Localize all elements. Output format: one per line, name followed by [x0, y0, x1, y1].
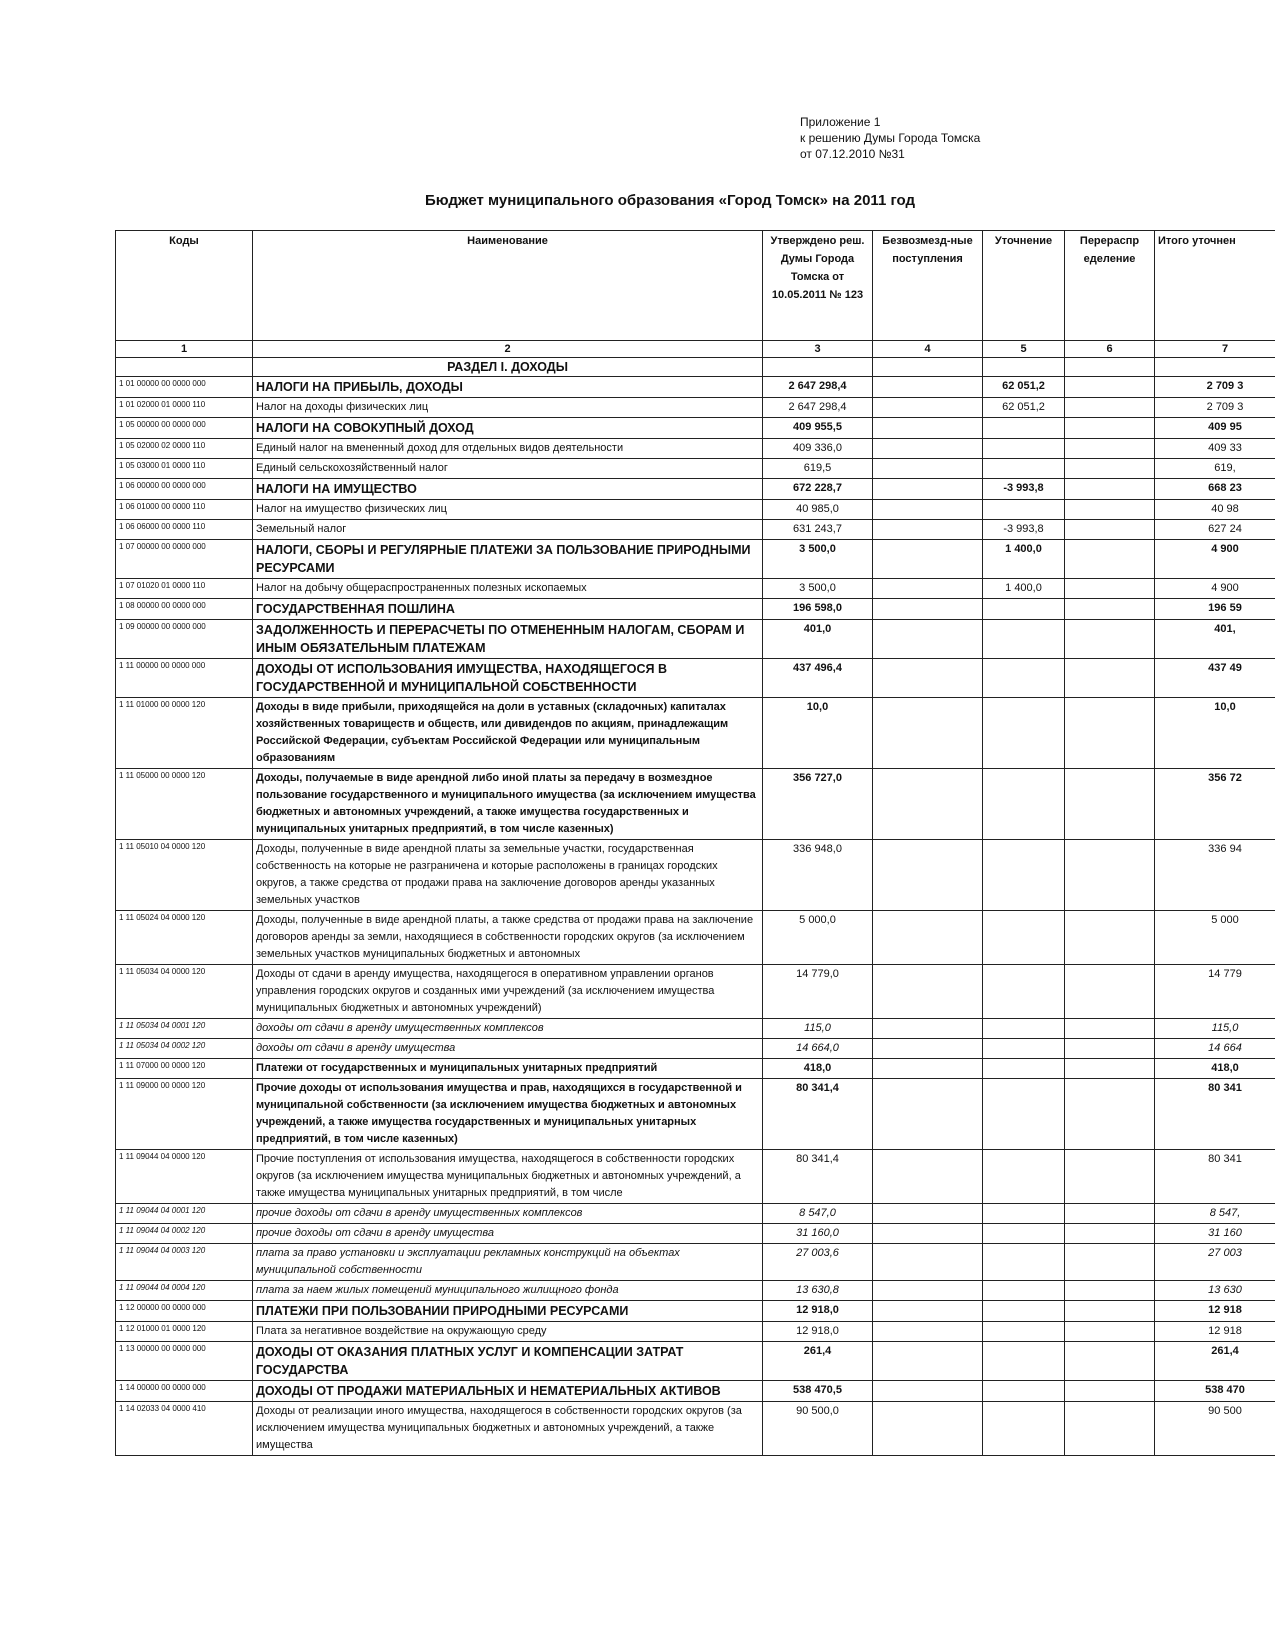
- row-name: НАЛОГИ НА СОВОКУПНЫЙ ДОХОД: [253, 418, 763, 439]
- row-redistribution: [1065, 1342, 1155, 1381]
- table-row: [116, 439, 1275, 459]
- table-row: [116, 540, 1275, 579]
- row-clarification: [983, 1301, 1065, 1322]
- row-clarification: [983, 1039, 1065, 1059]
- row-grants: [873, 1301, 983, 1322]
- row-redistribution: [1065, 1381, 1155, 1402]
- row-code: 1 07 00000 00 0000 000: [116, 540, 253, 579]
- table-row: [116, 1039, 1275, 1059]
- row-approved: 409 336,0: [763, 439, 873, 459]
- table-row: [116, 418, 1275, 439]
- row-approved: 80 341,4: [763, 1150, 873, 1204]
- row-name: ЗАДОЛЖЕННОСТЬ И ПЕРЕРАСЧЕТЫ ПО ОТМЕНЕННЫМ НАЛОГАМ, СБОРАМ И ИНЫМ ОБЯЗАТЕЛЬНЫМ ПЛАТЕЖАМ: [253, 620, 763, 659]
- row-grants: [873, 377, 983, 398]
- row-clarification: [983, 1019, 1065, 1039]
- row-redistribution: [1065, 1301, 1155, 1322]
- header-name: Наименование: [253, 231, 763, 341]
- row-clarification: [983, 840, 1065, 911]
- row-clarification: [983, 500, 1065, 520]
- row-redistribution: [1065, 579, 1155, 599]
- row-approved: 538 470,5: [763, 1381, 873, 1402]
- row-name: НАЛОГИ НА ИМУЩЕСТВО: [253, 479, 763, 500]
- row-redistribution: [1065, 377, 1155, 398]
- row-total: 14 779: [1155, 965, 1275, 1019]
- budget-table: [115, 230, 1275, 1456]
- row-grants: [873, 1079, 983, 1150]
- row-redistribution: [1065, 398, 1155, 418]
- table-row: [116, 1342, 1275, 1381]
- row-name: ПЛАТЕЖИ ПРИ ПОЛЬЗОВАНИИ ПРИРОДНЫМИ РЕСУРСАМИ: [253, 1301, 763, 1322]
- row-code: 1 11 05034 04 0001 120: [116, 1019, 253, 1039]
- row-redistribution: [1065, 1150, 1155, 1204]
- row-code: 1 11 05010 04 0000 120: [116, 840, 253, 911]
- row-grants: [873, 398, 983, 418]
- row-grants: [873, 1381, 983, 1402]
- row-redistribution: [1065, 659, 1155, 698]
- row-code: 1 11 07000 00 0000 120: [116, 1059, 253, 1079]
- column-number: 1: [116, 341, 253, 358]
- table-row: [116, 579, 1275, 599]
- row-clarification: [983, 1342, 1065, 1381]
- row-total: 2 709 3: [1155, 398, 1275, 418]
- column-number: 4: [873, 341, 983, 358]
- row-redistribution: [1065, 459, 1155, 479]
- column-number-row: [116, 341, 1275, 358]
- row-code: 1 11 09044 04 0001 120: [116, 1204, 253, 1224]
- table-row: [116, 479, 1275, 500]
- row-clarification: [983, 659, 1065, 698]
- row-approved: 5 000,0: [763, 911, 873, 965]
- row-grants: [873, 659, 983, 698]
- row-clarification: [983, 599, 1065, 620]
- row-name: Доходы от сдачи в аренду имущества, находящегося в оперативном управлении органов управления городских округов и созданных ими учреждений (за исключением имущества муниципальных бюджетных и автономных учреждений): [253, 965, 763, 1019]
- row-approved: 14 779,0: [763, 965, 873, 1019]
- row-total: 5 000: [1155, 911, 1275, 965]
- row-redistribution: [1065, 1059, 1155, 1079]
- row-redistribution: [1065, 439, 1155, 459]
- column-number: 7: [1155, 341, 1275, 358]
- row-total: 27 003: [1155, 1244, 1275, 1281]
- row-total: 418,0: [1155, 1059, 1275, 1079]
- row-redistribution: [1065, 520, 1155, 540]
- row-redistribution: [1065, 418, 1155, 439]
- row-approved: 14 664,0: [763, 1039, 873, 1059]
- row-total: 409 33: [1155, 439, 1275, 459]
- row-approved: 3 500,0: [763, 579, 873, 599]
- row-code: 1 06 01000 00 0000 110: [116, 500, 253, 520]
- table-row: [116, 965, 1275, 1019]
- table-row: [116, 377, 1275, 398]
- row-grants: [873, 1204, 983, 1224]
- row-total: 80 341: [1155, 1150, 1275, 1204]
- row-code: 1 11 09044 04 0004 120: [116, 1281, 253, 1301]
- row-grants: [873, 579, 983, 599]
- table-row: [116, 398, 1275, 418]
- row-redistribution: [1065, 1019, 1155, 1039]
- row-redistribution: [1065, 769, 1155, 840]
- row-redistribution: [1065, 1224, 1155, 1244]
- row-total: 627 24: [1155, 520, 1275, 540]
- section-title: РАЗДЕЛ I. ДОХОДЫ: [253, 358, 763, 377]
- column-number: 3: [763, 341, 873, 358]
- row-clarification: [983, 1244, 1065, 1281]
- row-code: 1 11 09044 04 0002 120: [116, 1224, 253, 1244]
- row-redistribution: [1065, 840, 1155, 911]
- row-clarification: [983, 1224, 1065, 1244]
- table-row: [116, 1281, 1275, 1301]
- row-clarification: 1 400,0: [983, 540, 1065, 579]
- row-clarification: [983, 965, 1065, 1019]
- row-name: Доходы, полученные в виде арендной платы, а также средства от продажи права на заключение договоров аренды за земли, находящиеся в собственности городских округов (за исключением земельных участков муниципальных бюджетных и автономных: [253, 911, 763, 965]
- row-code: 1 11 05024 04 0000 120: [116, 911, 253, 965]
- row-code: 1 05 00000 00 0000 000: [116, 418, 253, 439]
- row-approved: 115,0: [763, 1019, 873, 1039]
- row-code: 1 14 00000 00 0000 000: [116, 1381, 253, 1402]
- row-total: 4 900: [1155, 540, 1275, 579]
- row-grants: [873, 965, 983, 1019]
- row-grants: [873, 1402, 983, 1456]
- table-row: [116, 1224, 1275, 1244]
- row-approved: 619,5: [763, 459, 873, 479]
- row-redistribution: [1065, 1244, 1155, 1281]
- row-total: 80 341: [1155, 1079, 1275, 1150]
- row-total: 668 23: [1155, 479, 1275, 500]
- row-code: 1 11 09044 04 0003 120: [116, 1244, 253, 1281]
- row-clarification: 1 400,0: [983, 579, 1065, 599]
- row-total: 40 98: [1155, 500, 1275, 520]
- row-name: Плата за негативное воздействие на окружающую среду: [253, 1322, 763, 1342]
- row-name: ДОХОДЫ ОТ ПРОДАЖИ МАТЕРИАЛЬНЫХ И НЕМАТЕРИАЛЬНЫХ АКТИВОВ: [253, 1381, 763, 1402]
- row-name: Доходы от реализации иного имущества, находящегося в собственности городских округов (за исключением имущества муниципальных бюджетных и автономных учреждений, а также имущества: [253, 1402, 763, 1456]
- row-approved: 2 647 298,4: [763, 377, 873, 398]
- row-name: НАЛОГИ, СБОРЫ И РЕГУЛЯРНЫЕ ПЛАТЕЖИ ЗА ПОЛЬЗОВАНИЕ ПРИРОДНЫМИ РЕСУРСАМИ: [253, 540, 763, 579]
- table-row: [116, 840, 1275, 911]
- row-grants: [873, 1342, 983, 1381]
- column-number: 2: [253, 341, 763, 358]
- table-row: [116, 1402, 1275, 1456]
- row-code: 1 06 00000 00 0000 000: [116, 479, 253, 500]
- row-name: прочие доходы от сдачи в аренду имущественных комплексов: [253, 1204, 763, 1224]
- table-row: [116, 1322, 1275, 1342]
- row-code: 1 12 00000 00 0000 000: [116, 1301, 253, 1322]
- row-approved: 3 500,0: [763, 540, 873, 579]
- row-name: Налог на доходы физических лиц: [253, 398, 763, 418]
- row-approved: 261,4: [763, 1342, 873, 1381]
- row-approved: 8 547,0: [763, 1204, 873, 1224]
- table-row: [116, 599, 1275, 620]
- document-title: Бюджет муниципального образования «Город Томск» на 2011 год: [425, 192, 915, 209]
- row-grants: [873, 1150, 983, 1204]
- row-name: доходы от сдачи в аренду имущественных комплексов: [253, 1019, 763, 1039]
- row-clarification: [983, 620, 1065, 659]
- row-total: 13 630: [1155, 1281, 1275, 1301]
- row-grants: [873, 698, 983, 769]
- row-total: 356 72: [1155, 769, 1275, 840]
- table-row: [116, 620, 1275, 659]
- row-clarification: [983, 1059, 1065, 1079]
- row-grants: [873, 769, 983, 840]
- row-code: 1 05 03000 01 0000 110: [116, 459, 253, 479]
- row-code: 1 06 06000 00 0000 110: [116, 520, 253, 540]
- section-row: [116, 358, 1275, 377]
- row-grants: [873, 620, 983, 659]
- row-grants: [873, 500, 983, 520]
- row-redistribution: [1065, 1322, 1155, 1342]
- table-row: [116, 698, 1275, 769]
- row-approved: 356 727,0: [763, 769, 873, 840]
- row-redistribution: [1065, 1204, 1155, 1224]
- table-row: [116, 1204, 1275, 1224]
- row-total: 619,: [1155, 459, 1275, 479]
- row-name: Земельный налог: [253, 520, 763, 540]
- row-total: 538 470: [1155, 1381, 1275, 1402]
- row-total: 115,0: [1155, 1019, 1275, 1039]
- row-name: НАЛОГИ НА ПРИБЫЛЬ, ДОХОДЫ: [253, 377, 763, 398]
- row-approved: 409 955,5: [763, 418, 873, 439]
- row-redistribution: [1065, 698, 1155, 769]
- row-total: 437 49: [1155, 659, 1275, 698]
- row-approved: 12 918,0: [763, 1301, 873, 1322]
- row-grants: [873, 1019, 983, 1039]
- row-grants: [873, 520, 983, 540]
- row-code: 1 01 02000 01 0000 110: [116, 398, 253, 418]
- row-code: 1 11 05000 00 0000 120: [116, 769, 253, 840]
- row-redistribution: [1065, 500, 1155, 520]
- row-name: Доходы, получаемые в виде арендной либо иной платы за передачу в возмездное пользование государственного и муниципального имущества (за исключением имущества бюджетных и автономных учреждений, а также имущества государственных и муниципальных унитарных предприятий, в том числе казенных): [253, 769, 763, 840]
- row-name: Налог на добычу общераспространенных полезных ископаемых: [253, 579, 763, 599]
- row-name: Доходы в виде прибыли, приходящейся на доли в уставных (складочных) капиталах хозяйственных товариществ и обществ, или дивидендов по акциям, принадлежащим Российской Федерации, субъектам Российской Федерации или муниципальным образованиям: [253, 698, 763, 769]
- row-approved: 13 630,8: [763, 1281, 873, 1301]
- row-approved: 196 598,0: [763, 599, 873, 620]
- row-grants: [873, 479, 983, 500]
- column-number: 6: [1065, 341, 1155, 358]
- row-total: 31 160: [1155, 1224, 1275, 1244]
- row-name: ГОСУДАРСТВЕННАЯ ПОШЛИНА: [253, 599, 763, 620]
- row-clarification: [983, 1322, 1065, 1342]
- row-grants: [873, 911, 983, 965]
- row-code: 1 12 01000 01 0000 120: [116, 1322, 253, 1342]
- row-name: Прочие доходы от использования имущества и прав, находящихся в государственной и муниципальной собственности (за исключением имущества бюджетных и автономных учреждений, а также имущества государственных и муниципальных унитарных предприятий, в том числе казенных): [253, 1079, 763, 1150]
- appendix-note: [800, 114, 980, 162]
- row-clarification: [983, 769, 1065, 840]
- row-name: Единый налог на вмененный доход для отдельных видов деятельности: [253, 439, 763, 459]
- row-approved: 27 003,6: [763, 1244, 873, 1281]
- row-total: 12 918: [1155, 1322, 1275, 1342]
- row-approved: 401,0: [763, 620, 873, 659]
- table-row: [116, 500, 1275, 520]
- row-grants: [873, 418, 983, 439]
- row-total: 10,0: [1155, 698, 1275, 769]
- row-grants: [873, 840, 983, 911]
- row-approved: 40 985,0: [763, 500, 873, 520]
- row-approved: 31 160,0: [763, 1224, 873, 1244]
- row-total: 261,4: [1155, 1342, 1275, 1381]
- row-grants: [873, 439, 983, 459]
- header-approved: Утверждено реш. Думы Города Томска от 10.05.2011 № 123: [763, 231, 873, 341]
- row-name: плата за право установки и эксплуатации рекламных конструкций на объектах муниципальной собственности: [253, 1244, 763, 1281]
- row-clarification: [983, 1079, 1065, 1150]
- row-redistribution: [1065, 965, 1155, 1019]
- row-name: плата за наем жилых помещений муниципального жилищного фонда: [253, 1281, 763, 1301]
- row-code: 1 11 00000 00 0000 000: [116, 659, 253, 698]
- row-code: 1 11 09044 04 0000 120: [116, 1150, 253, 1204]
- row-total: 14 664: [1155, 1039, 1275, 1059]
- row-total: 196 59: [1155, 599, 1275, 620]
- row-name: Единый сельскохозяйственный налог: [253, 459, 763, 479]
- row-total: 4 900: [1155, 579, 1275, 599]
- row-clarification: [983, 1281, 1065, 1301]
- row-clarification: 62 051,2: [983, 398, 1065, 418]
- row-total: 2 709 3: [1155, 377, 1275, 398]
- table-row: [116, 1059, 1275, 1079]
- row-approved: 90 500,0: [763, 1402, 873, 1456]
- row-code: 1 08 00000 00 0000 000: [116, 599, 253, 620]
- row-clarification: [983, 698, 1065, 769]
- header-total: Итого уточнен: [1155, 231, 1275, 341]
- row-approved: 12 918,0: [763, 1322, 873, 1342]
- row-grants: [873, 1224, 983, 1244]
- appendix-line-3: от 07.12.2010 №31: [800, 147, 905, 161]
- row-grants: [873, 1059, 983, 1079]
- row-code: 1 11 05034 04 0000 120: [116, 965, 253, 1019]
- table-row: [116, 1019, 1275, 1039]
- row-redistribution: [1065, 1079, 1155, 1150]
- row-redistribution: [1065, 479, 1155, 500]
- row-redistribution: [1065, 1281, 1155, 1301]
- row-code: 1 11 05034 04 0002 120: [116, 1039, 253, 1059]
- row-code: 1 11 01000 00 0000 120: [116, 698, 253, 769]
- column-number: 5: [983, 341, 1065, 358]
- table-row: [116, 659, 1275, 698]
- row-clarification: 62 051,2: [983, 377, 1065, 398]
- row-redistribution: [1065, 911, 1155, 965]
- table-row: [116, 459, 1275, 479]
- row-clarification: -3 993,8: [983, 479, 1065, 500]
- row-approved: 2 647 298,4: [763, 398, 873, 418]
- row-approved: 672 228,7: [763, 479, 873, 500]
- row-grants: [873, 1281, 983, 1301]
- row-grants: [873, 1244, 983, 1281]
- row-name: ДОХОДЫ ОТ ИСПОЛЬЗОВАНИЯ ИМУЩЕСТВА, НАХОДЯЩЕГОСЯ В ГОСУДАРСТВЕННОЙ И МУНИЦИПАЛЬНОЙ СОБСТВЕННОСТИ: [253, 659, 763, 698]
- row-clarification: [983, 1150, 1065, 1204]
- row-approved: 80 341,4: [763, 1079, 873, 1150]
- row-redistribution: [1065, 1039, 1155, 1059]
- row-approved: 631 243,7: [763, 520, 873, 540]
- appendix-line-1: Приложение 1: [800, 115, 881, 129]
- row-clarification: [983, 459, 1065, 479]
- row-name: Платежи от государственных и муниципальных унитарных предприятий: [253, 1059, 763, 1079]
- row-code: 1 13 00000 00 0000 000: [116, 1342, 253, 1381]
- row-clarification: [983, 418, 1065, 439]
- row-name: Налог на имущество физических лиц: [253, 500, 763, 520]
- header-codes: Коды: [116, 231, 253, 341]
- table-row: [116, 520, 1275, 540]
- row-total: 409 95: [1155, 418, 1275, 439]
- table-row: [116, 1301, 1275, 1322]
- row-code: 1 09 00000 00 0000 000: [116, 620, 253, 659]
- row-approved: 418,0: [763, 1059, 873, 1079]
- table-row: [116, 769, 1275, 840]
- row-total: 336 94: [1155, 840, 1275, 911]
- row-grants: [873, 599, 983, 620]
- row-redistribution: [1065, 599, 1155, 620]
- row-clarification: [983, 1381, 1065, 1402]
- row-clarification: [983, 1204, 1065, 1224]
- row-clarification: [983, 1402, 1065, 1456]
- row-redistribution: [1065, 1402, 1155, 1456]
- row-clarification: -3 993,8: [983, 520, 1065, 540]
- row-name: ДОХОДЫ ОТ ОКАЗАНИЯ ПЛАТНЫХ УСЛУГ И КОМПЕНСАЦИИ ЗАТРАТ ГОСУДАРСТВА: [253, 1342, 763, 1381]
- row-redistribution: [1065, 620, 1155, 659]
- table-row: [116, 1150, 1275, 1204]
- row-approved: 10,0: [763, 698, 873, 769]
- row-name: Прочие поступления от использования имущества, находящегося в собственности городских округов (за исключением имущества муниципальных бюджетных и автономных учреждений, а также имущества муниципальных унитарных предприятий, в том числе: [253, 1150, 763, 1204]
- row-total: 401,: [1155, 620, 1275, 659]
- header-clarification: Уточнение: [983, 231, 1065, 341]
- row-code: 1 05 02000 02 0000 110: [116, 439, 253, 459]
- appendix-line-2: к решению Думы Города Томска: [800, 131, 981, 145]
- row-clarification: [983, 439, 1065, 459]
- row-total: 8 547,: [1155, 1204, 1275, 1224]
- row-name: доходы от сдачи в аренду имущества: [253, 1039, 763, 1059]
- row-approved: 437 496,4: [763, 659, 873, 698]
- row-code: 1 14 02033 04 0000 410: [116, 1402, 253, 1456]
- row-grants: [873, 1322, 983, 1342]
- row-code: 1 01 00000 00 0000 000: [116, 377, 253, 398]
- header-grants: Безвозмезд-ные поступления: [873, 231, 983, 341]
- row-code: 1 07 01020 01 0000 110: [116, 579, 253, 599]
- row-grants: [873, 1039, 983, 1059]
- row-approved: 336 948,0: [763, 840, 873, 911]
- row-grants: [873, 459, 983, 479]
- header-redistribution: Перераспр еделение: [1065, 231, 1155, 341]
- row-total: 90 500: [1155, 1402, 1275, 1456]
- table-row: [116, 1244, 1275, 1281]
- row-name: Доходы, полученные в виде арендной платы за земельные участки, государственная собственность на которые не разграничена и которые расположены в границах городских округов, а также средства от продажи права на заключение договоров аренды указанных земельных участков: [253, 840, 763, 911]
- table-row: [116, 1381, 1275, 1402]
- table-row: [116, 1079, 1275, 1150]
- row-grants: [873, 540, 983, 579]
- header-row: [116, 231, 1275, 341]
- row-total: 12 918: [1155, 1301, 1275, 1322]
- table-row: [116, 911, 1275, 965]
- row-clarification: [983, 911, 1065, 965]
- row-code: 1 11 09000 00 0000 120: [116, 1079, 253, 1150]
- row-redistribution: [1065, 540, 1155, 579]
- row-name: прочие доходы от сдачи в аренду имущества: [253, 1224, 763, 1244]
